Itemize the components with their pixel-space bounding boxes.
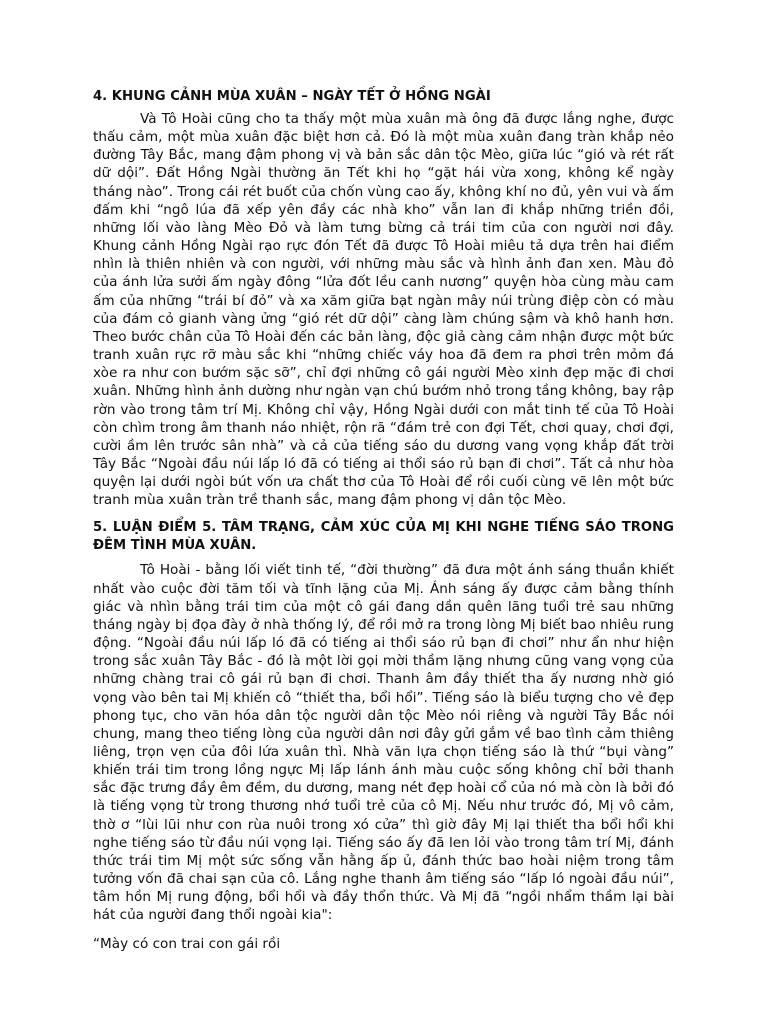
poem-quote-line: “Mày có con trai con gái rồi [93,935,281,952]
section-5-paragraph: Tô Hoài - bằng lối viết tinh tế, “đời thường” đã đưa một ánh sáng thuần khiết nhất vào cuộc đời tăm tối và tĩnh lặng của Mị. Ánh sáng ấy được cảm bằng thính giác và nhìn bằng trái tim của một cô gái đang dần quên lãng tuổi trẻ sau những tháng ngày bị đọa đày ở nhà thống lý, để rồi mở ra trong lòng Mị biết bao nhiêu rung động. “Ngoài đầu núi lấp ló đã có tiếng ai thổi sáo rủ bạn đi chơi” như ẩn như hiện trong sắc xuân Tây Bắc - đó là một lời gọi mời thầm lặng nhưng cũng vang vọng của những chàng trai cô gái rủ bạn đi chơi. Thanh âm đầy thiết tha ấy nương nhờ gió vọng vào bên tai Mị khiến cô “thiết tha, bổi hổi”. Tiếng sáo là biểu tượng cho vẻ đẹp phong tục, cho văn hóa dân tộc người dân tộc Mèo nói riêng và người Tây Bắc nói chung, mang theo tiếng lòng của người dân nơi đây gửi gắm về bao tình cảm thiêng liêng, trọn vẹn của đôi lứa xuân thì. Nhà văn lựa chọn tiếng sáo là thứ “bụi vàng” khiến trái tim trong lồng ngực Mị lấp lánh ánh màu cuộc sống không chỉ bởi thanh sắc đặc trưng đầy êm đềm, du dương, mang nét đẹp hoài cổ của nó mà còn là bởi đó là tiếng vọng từ trong thương nhớ tuổi trẻ của cô Mị. Nếu như trước đó, Mị vô cảm, thờ ơ “lùi lũi như con rùa nuôi trong xó cửa” thì giờ đây Mị lại thiết tha bổi hổi khi nghe tiếng sáo từ đầu núi vọng lại. Tiếng sáo ấy đã len lỏi vào trong tâm trí Mị, đánh thức trái tim Mị một sức sống vẫn hằng ấp ủ, đánh thức bao hoài niệm trong tâm tưởng vốn đã chai sạn của cô. Lắng nghe thanh âm tiếng sáo “lấp ló ngoài đầu núi”, tâm hồn Mị rung động, bổi hổi và đầy thổn thức. Và Mị đã “ngồi nhẩm thầm lại bài hát của người đang thổi ngoài kia": [93,562,674,924]
section-5-heading: 5. LUẬN ĐIỂM 5. TÂM TRẠNG, CẢM XÚC CỦA MỊ KHI NGHE TIẾNG SÁO TRONG ĐÊM TÌNH MÙA XUÂN. [93,520,674,554]
document-page [93,80,674,953]
section-4-heading: 4. KHUNG CẢNH MÙA XUÂN – NGÀY TẾT Ở HỒNG NGÀI [93,89,491,104]
section-4-paragraph: Và Tô Hoài cũng cho ta thấy một mùa xuân mà ông đã được lắng nghe, được thấu cảm, một mùa xuân đặc biệt hơn cả. Đó là một mùa xuân đang tràn khắp nẻo đường Tây Bắc, mang đậm phong vị và bản sắc dân tộc Mèo, giữa lúc “gió và rét rất dữ dội”. Đất Hồng Ngài thường ăn Tết khi họ “gặt hái vừa xong, không kể ngày tháng nào”. Trong cái rét buốt của chốn vùng cao ấy, không khí no đủ, yên vui và ấm đấm khi “ngô lúa đã xếp yên đầy các nhà kho” vẫn lan đi khắp những triền đồi, những lối vào làng Mèo Đỏ và làm tưng bừng cả trái tim của con người nơi đây. Khung cảnh Hồng Ngài rạo rực đón Tết đã được Tô Hoài miêu tả dựa trên hai điểm nhìn là thiên nhiên và con người, với những màu sắc và hình ảnh đan xen. Màu đỏ của ánh lửa sưởi ấm ngày đông “lửa đốt lều canh nương” quyện hòa cùng màu cam ấm của những “trái bí đỏ” và xa xăm giữa bạt ngàn mây núi trùng điệp còn có màu của đám cỏ gianh vàng ửng “gió rét dữ dội” càng làm chúng sậm và khô hanh hơn. Theo bước chân của Tô Hoài đến các bản làng, độc giả càng cảm nhận được một bức tranh xuân rực rỡ màu sắc khi “những chiếc váy hoa đã đem ra phơi trên mỏm đá xòe ra như con bướm sặc sỡ”, chỉ đợi những cô gái người Mèo xinh đẹp mặc đi chơi xuân. Những hình ảnh dường như ngàn vạn chú bướm nhỏ trong tầng không, bay rập rờn vào trong tâm trí Mị. Không chỉ vậy, Hồng Ngài dưới con mắt tinh tế của Tô Hoài còn chìm trong âm thanh náo nhiệt, rộn rã “đám trẻ con đợi Tết, chơi quay, chơi đợi, cười ầm lên trước sân nhà” và cả của tiếng sáo du dương vang vọng khắp đất trời Tây Bắc “Ngoài đầu núi lấp ló đã có tiếng ai thổi sáo rủ bạn đi chơi”. Tất cả như hòa quyện lại dưới ngòi bút vốn ưa chất thơ của Tô Hoài để rồi cuối cùng vẽ lên một bức tranh mùa xuân tràn trề thanh sắc, mang đậm phong vị dân tộc Mèo. [93,111,674,509]
